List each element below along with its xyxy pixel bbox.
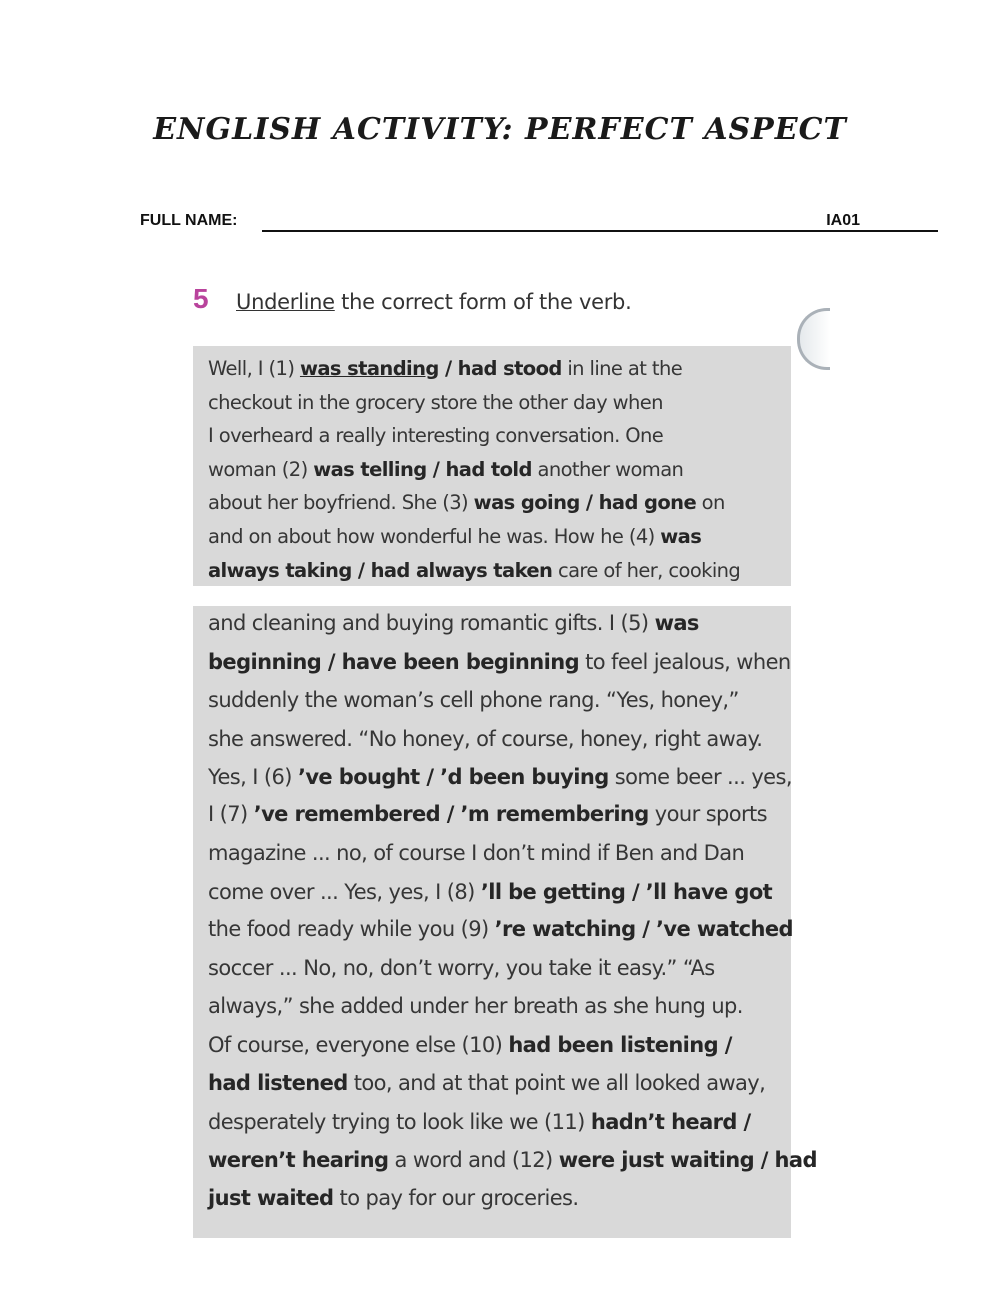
passage-line-15: come over ... Yes, yes, I (8) ’ll be getting / ’ll have got: [208, 880, 773, 904]
passage-line-14: magazine ... no, of course I don’t mind if Ben and Dan: [208, 841, 745, 865]
passage-line-22: weren’t hearing a word and (12) were just waiting / had: [208, 1148, 817, 1172]
passage-line-4: woman (2) was telling / had told another woman: [208, 458, 684, 481]
passage-line-1: Well, I (1) was standing / had stood in line at the: [208, 357, 683, 380]
passage-line-17: soccer ... No, no, don’t worry, you take it easy.” “As: [208, 956, 715, 980]
instruction-rest: the correct form of the verb.: [334, 290, 632, 314]
passage-line-7: always taking / had always taken care of her, cooking: [208, 559, 741, 582]
verb-choice-5b[interactable]: beginning / have been beginning: [208, 650, 580, 674]
passage-line-11: she answered. “No honey, of course, honey, right away.: [208, 727, 763, 751]
verb-choice-7[interactable]: ’ve remembered / ’m remembering: [253, 802, 649, 826]
verb-choice-12a[interactable]: were just waiting / had: [558, 1148, 817, 1172]
name-row: [140, 210, 860, 238]
verb-choice-5a[interactable]: was: [654, 611, 699, 635]
verb-choice-9[interactable]: ’re watching / ’ve watched: [494, 917, 793, 941]
passage-line-20: had listened too, and at that point we all looked away,: [208, 1071, 766, 1095]
class-code: IA01: [826, 212, 860, 229]
verb-choice-1b[interactable]: / had stood: [438, 357, 562, 380]
passage-line-21: desperately trying to look like we (11) hadn’t heard /: [208, 1110, 751, 1134]
passage-line-13: I (7) ’ve remembered / ’m remembering your sports: [208, 802, 768, 826]
passage-line-2: checkout in the grocery store the other day when: [208, 391, 663, 414]
verb-choice-8[interactable]: ’ll be getting / ’ll have got: [480, 880, 773, 904]
page-curl-decoration: [797, 308, 830, 370]
verb-choice-11b[interactable]: weren’t hearing: [208, 1148, 389, 1172]
passage-line-3: I overheard a really interesting conversation. One: [208, 424, 664, 447]
passage-line-16: the food ready while you (9) ’re watching / ’ve watched: [208, 917, 793, 941]
verb-choice-11a[interactable]: hadn’t heard /: [590, 1110, 751, 1134]
instruction-underline-word: Underline: [236, 290, 335, 314]
verb-choice-6[interactable]: ’ve bought / ’d been buying: [297, 765, 609, 789]
exercise-instruction: [236, 290, 631, 314]
worksheet-title: ENGLISH ACTIVITY: PERFECT ASPECT: [153, 112, 847, 147]
verb-choice-10a[interactable]: had been listening /: [508, 1033, 732, 1057]
verb-choice-10b[interactable]: had listened: [208, 1071, 348, 1095]
full-name-label: FULL NAME:: [140, 212, 238, 229]
verb-choice-4b[interactable]: always taking / had always taken: [208, 559, 553, 582]
verb-choice-1a[interactable]: was standing: [299, 357, 439, 380]
verb-choice-4a[interactable]: was: [660, 525, 702, 548]
full-name-field[interactable]: [262, 230, 938, 232]
passage-line-8: and cleaning and buying romantic gifts. I (5) was: [208, 611, 699, 635]
passage-line-6: and on about how wonderful he was. How he (4) was: [208, 525, 702, 548]
verb-choice-3[interactable]: was going / had gone: [473, 491, 697, 514]
passage-line-18: always,” she added under her breath as she hung up.: [208, 994, 743, 1018]
verb-choice-12b[interactable]: just waited: [208, 1186, 334, 1210]
passage-line-9: beginning / have been beginning to feel jealous, when: [208, 650, 791, 674]
exercise-number: 5: [193, 283, 209, 314]
passage-line-10: suddenly the woman’s cell phone rang. “Yes, honey,”: [208, 688, 739, 712]
passage-line-19: Of course, everyone else (10) had been listening /: [208, 1033, 732, 1057]
verb-choice-2[interactable]: was telling / had told: [313, 458, 532, 481]
passage-line-12: Yes, I (6) ’ve bought / ’d been buying some beer ... yes,: [208, 765, 792, 789]
passage-line-23: just waited to pay for our groceries.: [208, 1186, 579, 1210]
passage-line-5: about her boyfriend. She (3) was going / had gone on: [208, 491, 725, 514]
